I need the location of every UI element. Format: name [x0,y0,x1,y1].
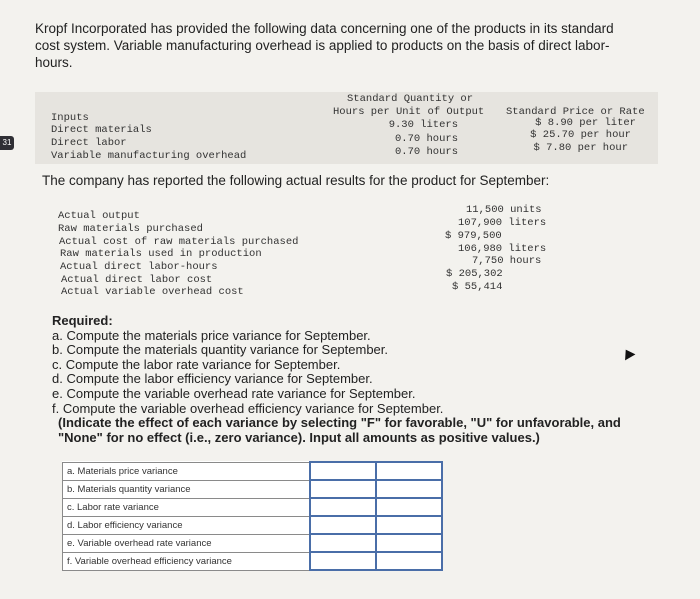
amount-field[interactable] [311,535,379,551]
amount-field[interactable] [311,481,379,497]
answer-row-label: b. Materials quantity variance [63,480,311,498]
actual-label: Raw materials used in production [60,248,262,260]
table-row [63,534,443,552]
amount-input[interactable] [310,534,376,552]
answer-row-label: a. Materials price variance [63,462,311,480]
effect-field[interactable] [377,499,445,515]
amount-field[interactable] [311,499,379,515]
actual-label: Actual variable overhead cost [61,286,244,298]
actual-value: $ 205,302 [446,268,503,280]
amount-input[interactable] [310,552,376,570]
table-row [63,480,443,498]
table-row [63,498,443,516]
actual-label: Actual output [58,210,140,222]
side-badge: 31 [0,136,14,150]
required-item: a. Compute the materials price variance for September. [52,327,371,343]
effect-field[interactable] [377,517,445,533]
effect-select[interactable] [376,516,442,534]
actual-results-intro: The company has reported the following actual results for the product for September: [42,173,550,188]
required-item: f. Compute the variable overhead efficiency variance for September. [52,400,444,416]
amount-input[interactable] [310,498,376,516]
header-qty-line2: Hours per Unit of Output [333,106,485,118]
actual-value: $ 979,500 [445,230,502,242]
effect-select[interactable] [376,462,442,480]
problem-intro: Kropf Incorporated has provided the following data concerning one of the products in its standard cost system. Variable manufacturing overhead is applied to products on the basis of direct labor-hours. [35,21,614,70]
amount-input[interactable] [310,480,376,498]
effect-select[interactable] [376,498,442,516]
required-item: c. Compute the labor rate variance for September. [52,356,341,372]
amount-field[interactable] [311,517,379,533]
required-instruction: (Indicate the effect of each variance by selecting "F" for favorable, "U" for unfavorable, and "None" for no effect (i.e., zero variance). Input all amounts as positive values.) [58,415,621,445]
header-price: Standard Price or Rate [506,106,645,118]
effect-field[interactable] [377,481,445,497]
actual-value: 11,500 units [466,204,542,216]
answer-row-label: c. Labor rate variance [63,498,311,516]
actual-value: 7,750 hours [472,255,542,267]
std-row-label: Variable manufacturing overhead [51,150,247,162]
required-item: e. Compute the variable overhead rate variance for September. [52,385,416,401]
amount-field[interactable] [311,463,379,479]
std-row-price: $ 7.80 per hour [533,142,628,154]
effect-field[interactable] [377,463,445,479]
std-row-label: Direct labor [51,137,127,149]
effect-select[interactable] [376,534,442,552]
table-row [63,516,443,534]
answer-row-label: f. Variable overhead efficiency variance [63,552,311,570]
effect-select[interactable] [376,480,442,498]
actual-value: 106,980 liters [458,243,547,255]
amount-field[interactable] [311,553,379,569]
std-row-qty: 0.70 hours [394,133,458,145]
amount-input[interactable] [310,462,376,480]
required-item: d. Compute the labor efficiency variance for September. [52,371,373,387]
std-row-qty: 0.70 hours [394,146,458,158]
required-heading: Required: [52,313,113,328]
effect-select[interactable] [376,552,442,570]
actual-label: Actual cost of raw materials purchased [59,236,299,248]
std-row-label: Direct materials [51,124,152,136]
table-row [63,552,443,570]
std-row-price: $ 25.70 per hour [530,129,631,141]
table-row [63,462,443,480]
std-row-qty: 9.30 liters [388,119,458,131]
actual-label: Actual direct labor-hours [60,261,218,273]
required-item: b. Compute the materials quantity variance for September. [52,342,389,358]
actual-value: $ 55,414 [452,281,503,293]
effect-field[interactable] [377,535,445,551]
effect-field[interactable] [377,553,445,569]
required-section [52,314,662,445]
actual-value: 107,900 liters [458,217,547,229]
header-inputs: Inputs [51,112,89,124]
answer-row-label: d. Labor efficiency variance [63,516,311,534]
amount-input[interactable] [310,516,376,534]
answer-table [62,461,443,571]
actual-label: Raw materials purchased [58,223,203,235]
actual-label: Actual direct labor cost [61,274,213,286]
header-qty-line1: Standard Quantity or [347,93,474,105]
std-row-price: $ 8.90 per liter [535,117,636,129]
answer-row-label: e. Variable overhead rate variance [63,534,311,552]
